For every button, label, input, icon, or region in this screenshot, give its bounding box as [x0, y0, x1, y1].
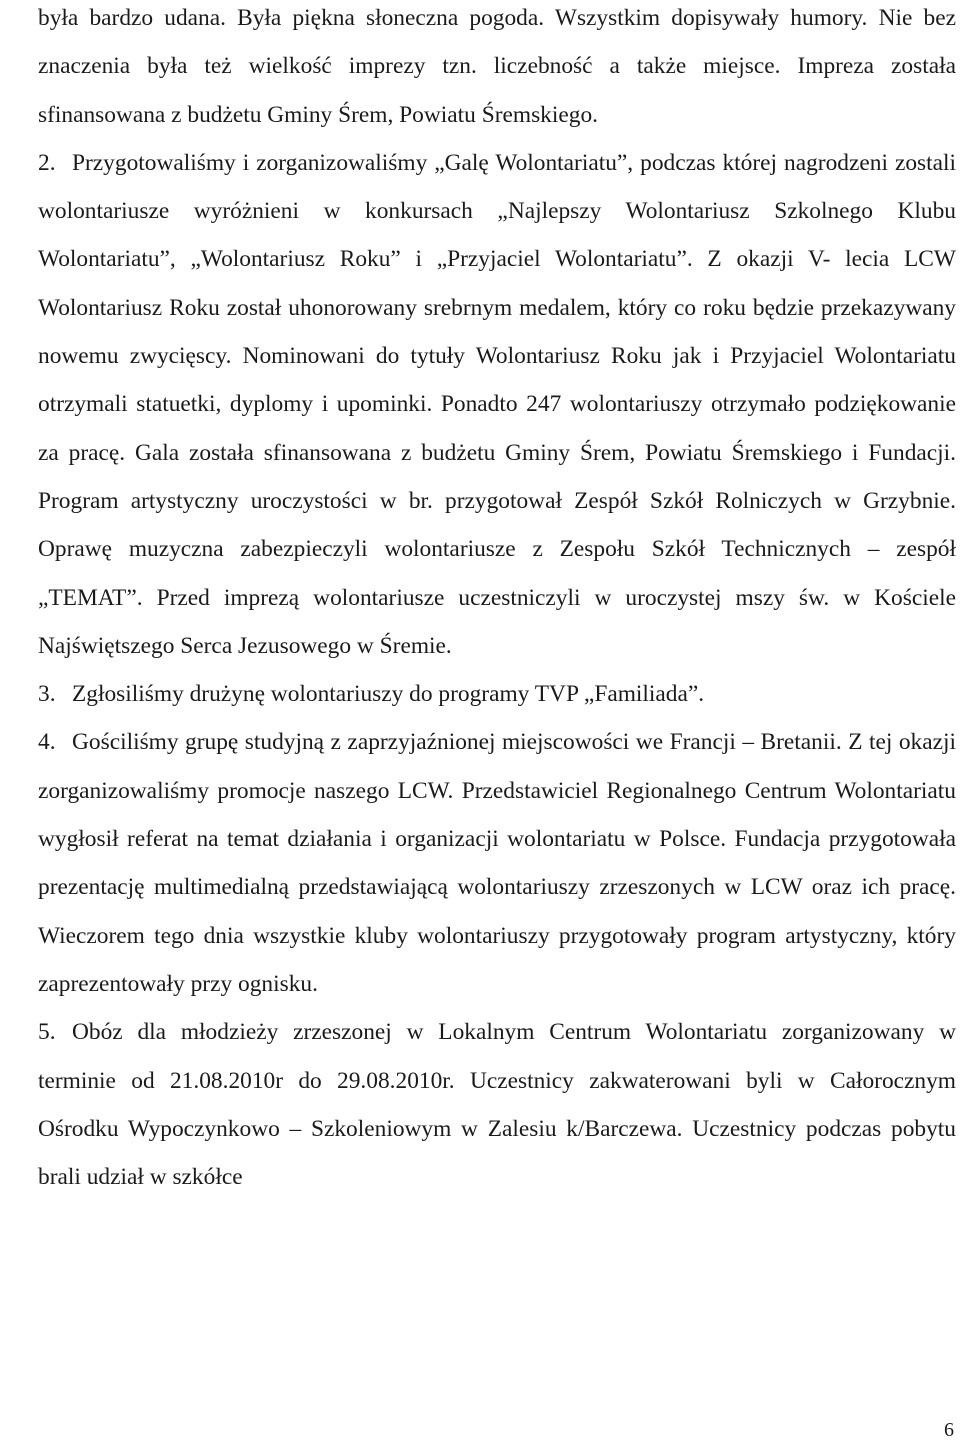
list-item-text: Gościliśmy grupę studyjną z zaprzyjaźnionej miejscowości we Francji – Bretanii. Z tej okazji zorganizowaliśmy promocje naszego LCW. Przedstawiciel Regionalnego Centrum Wolontariatu wygłosił referat na temat działania i organizacji wolontariatu w Polsce. Fundacja przygotowała prezentację multimedialną przedstawiającą wolontariuszy zrzeszonych w LCW oraz ich pracę. Wieczorem tego dnia wszystkie kluby wolontariuszy przygotowały program artystyczny, który zaprezentowały przy ognisku. [38, 729, 956, 997]
list-item-5 [38, 1008, 956, 1201]
intro-paragraph: była bardzo udana. Była piękna słoneczna pogoda. Wszystkim dopisywały humory. Nie bez znaczenia była też wielkość imprezy tzn. liczebność a także miejsce. Impreza została sfinansowana z budżetu Gminy Śrem, Powiatu Śremskiego. [38, 5, 956, 128]
list-number: 5. [38, 1019, 56, 1046]
list-item-2 [38, 139, 956, 670]
list-number: 2. [38, 149, 56, 176]
list-item-text: Obóz dla młodzieży zrzeszonej w Lokalnym Centrum Wolontariatu zorganizowany w terminie od 21.08.2010r do 29.08.2010r. Uczestnicy zakwaterowani byli w Całorocznym Ośrodku Wypoczynkowo – Szkoleniowym w Zalesiu k/Barczewa. Uczestnicy podczas pobytu brali udział w szkółce [38, 1019, 956, 1191]
list-number: 4. [38, 729, 56, 756]
list-item-3 [38, 670, 956, 718]
list-item-text: Przygotowaliśmy i zorganizowaliśmy „Galę Wolontariatu”, podczas której nagrodzeni zostali wolontariusze wyróżnieni w konkursach „Najlepszy Wolontariusz Szkolnego Klubu Wolontariatu”, „Wolontariusz Roku” i „Przyjaciel Wolontariatu”. Z okazji V- lecia LCW Wolontariusz Roku został uhonorowany srebrnym medalem, który co roku będzie przekazywany nowemu zwycięscy. Nominowani do tytuły Wolontariusz Roku jak i Przyjaciel Wolontariatu otrzymali statuetki, dyplomy i upominki. Ponadto 247 wolontariuszy otrzymało podziękowanie za pracę. Gala została sfinansowana z budżetu Gminy Śrem, Powiatu Śremskiego i Fundacji. Program artystyczny uroczystości w br. przygotował Zespół Szkół Rolniczych w Grzybnie. Oprawę muzyczna zabezpieczyli wolontariusze z Zespołu Szkół Technicznych – zespół „TEMAT”. Przed imprezą wolontariusze uczestniczyli w uroczystej mszy św. w Kościele Najświętszego Serca Jezusowego w Śremie. [38, 149, 956, 659]
document-page [38, 0, 956, 1201]
list-number: 3. [38, 681, 56, 708]
list-item-4 [38, 718, 956, 1008]
page-number: 6 [944, 1419, 954, 1441]
list-item-text: Zgłosiliśmy drużynę wolontariuszy do programy TVP „Familiada”. [72, 681, 705, 708]
